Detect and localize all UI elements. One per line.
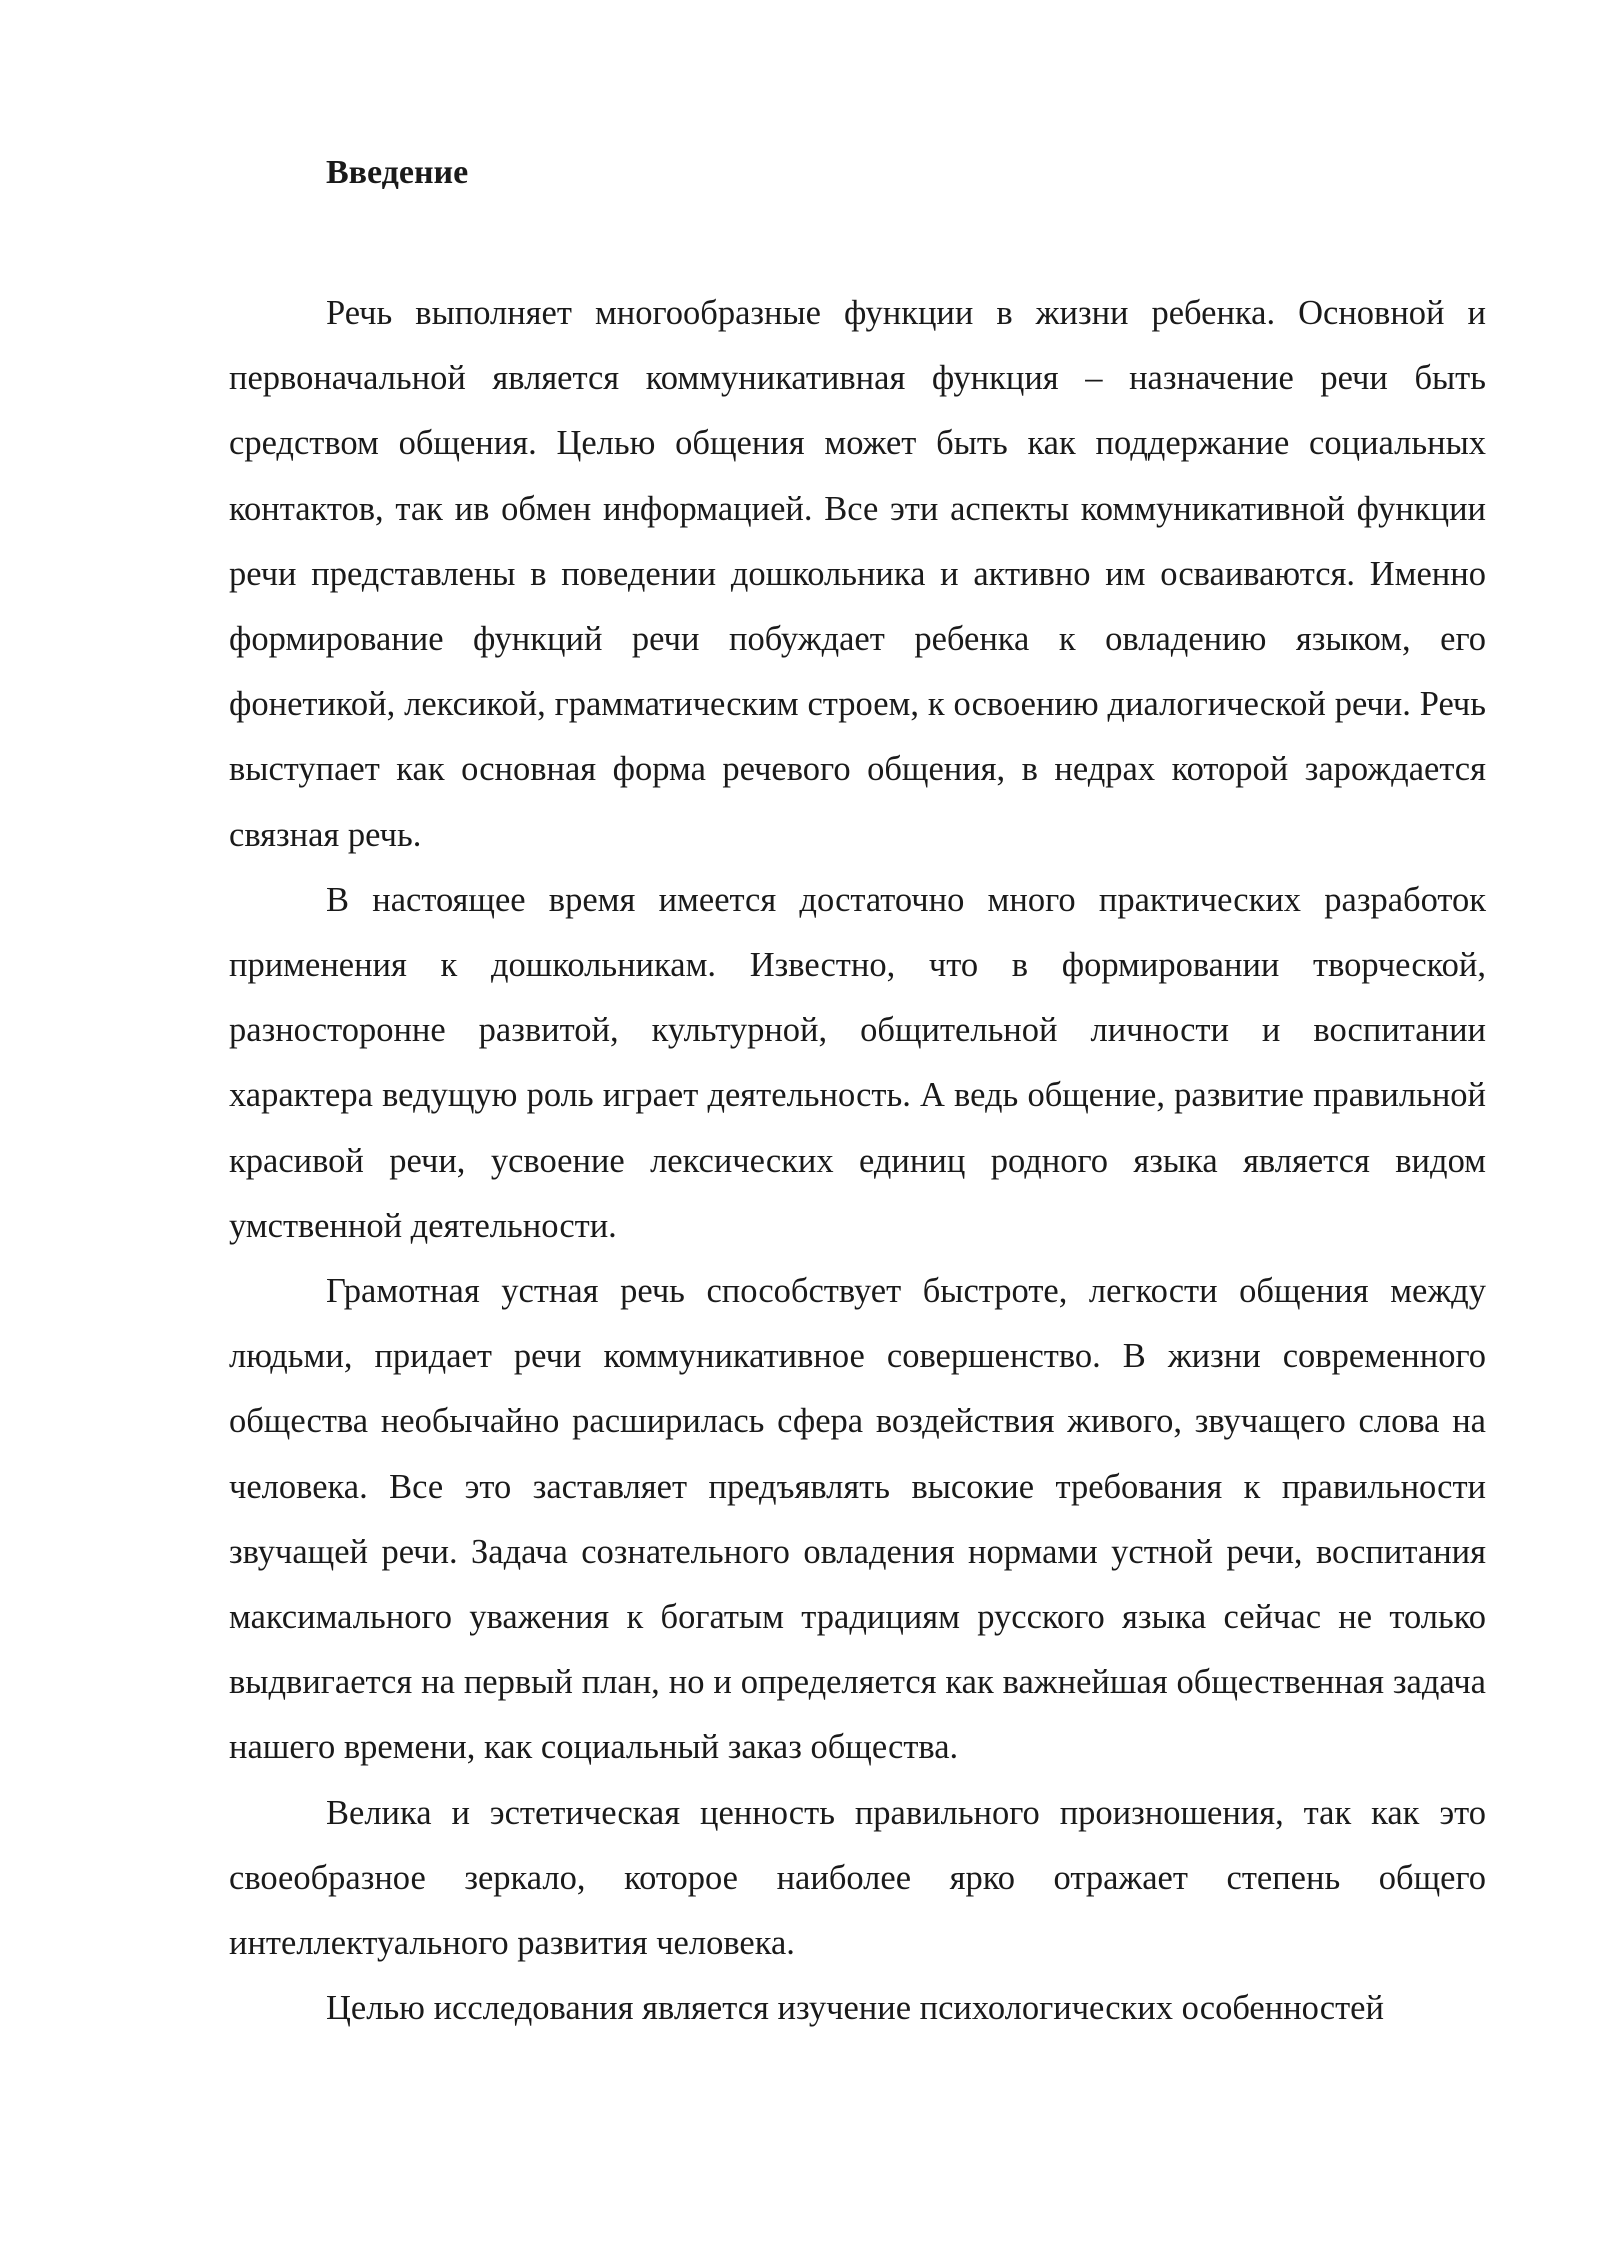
document-body bbox=[229, 150, 1486, 2041]
paragraph-1: Речь выполняет многообразные функции в жизни ребенка. Основной и первоначальной является коммуникативная функция – назначение речи быть средством общения. Целью общения может быть как поддержание социальных контактов, так ив обмен информацией. Все эти аспекты коммуникативной функции речи представлены в поведении дошкольника и активно им осваиваются. Именно формирование функций речи побуждает ребенка к овладению языком, его фонетикой, лексикой, грамматическим строем, к освоению диалогической речи. Речь выступает как основная форма речевого общения, в недрах которой зарождается связная речь. bbox=[229, 294, 1486, 854]
paragraph-2: В настоящее время имеется достаточно много практических разработок применения к дошкольникам. Известно, что в формировании творческой, разносторонне развитой, культурной, общительной личности и воспитании характера ведущую роль играет деятельность. А ведь общение, развитие правильной красивой речи, усвоение лексических единиц родного языка является видом умственной деятельности. bbox=[229, 880, 1486, 1245]
section-heading: Введение bbox=[326, 154, 469, 191]
paragraph-3: Грамотная устная речь способствует быстроте, легкости общения между людьми, придает речи коммуникативное совершенство. В жизни современного общества необычайно расширилась сфера воздействия живого, звучащего слова на человека. Все это заставляет предъявлять высокие требования к правильности звучащей речи. Задача сознательного овладения нормами устной речи, воспитания максимального уважения к богатым традициям русского языка сейчас не только выдвигается на первый план, но и определяется как важнейшая общественная задача нашего времени, как социальный заказ общества. bbox=[229, 1272, 1486, 1767]
paragraph-5: Целью исследования является изучение психологических особенностей bbox=[326, 1989, 1384, 2028]
paragraph-4: Велика и эстетическая ценность правильного произношения, так как это своеобразное зеркало, которое наиболее ярко отражает степень общего интеллектуального развития человека. bbox=[229, 1793, 1486, 1963]
